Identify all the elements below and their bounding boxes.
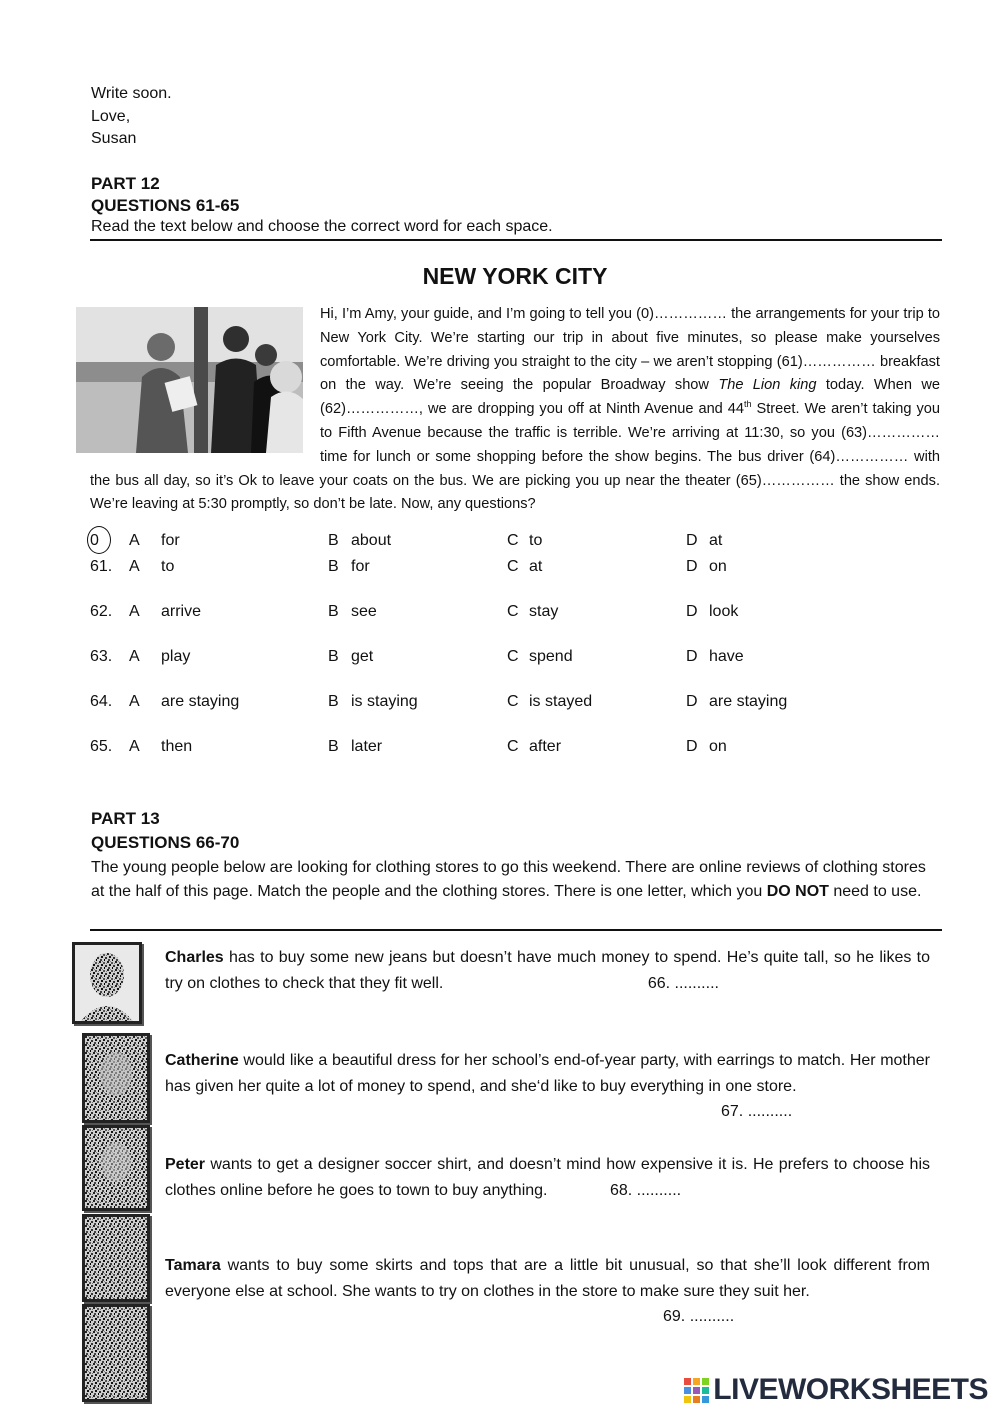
part12-heading: PART 12 [91,174,160,193]
instruction-emphasis: DO NOT [766,883,829,900]
example-circle [87,526,111,554]
option-letter: B [328,648,339,665]
option-letter: D [686,693,698,710]
tour-guide-photo [76,307,303,453]
passage-text [90,303,940,517]
option-letter: A [129,738,140,755]
option-d: on [709,738,727,755]
person-tamara [165,1253,930,1330]
option-letter: C [507,693,519,710]
option-a: play [161,648,191,665]
person-description: would like a beautiful dress for her school’s end-of-year party, with earrings to match. Her mother has given her quite a lot of money to spend, and she‘d like to buy everything in one store. [165,1052,930,1095]
option-a: arrive [161,603,202,620]
letter-line: Write soon. [91,85,172,102]
option-a: are staying [161,693,240,710]
part13-heading: PART 13 [91,809,160,828]
logo-square [693,1378,700,1385]
divider [90,239,942,241]
charles-avatar [72,942,142,1024]
person-description: wants to buy some skirts and tops that are a little bit unusual, so that she’ll look different from everyone else at school. She wants to try on clothes in the store to make sure they suit her. [165,1257,930,1300]
option-letter: B [328,558,339,575]
option-b: get [351,648,374,665]
passage-title: NEW YORK CITY [422,263,608,289]
person-name: Peter [165,1156,206,1173]
logo-square [693,1396,700,1403]
option-a: for [161,532,180,549]
option-d: are staying [709,693,788,710]
option-letter: C [507,603,519,620]
option-a: to [161,558,175,575]
part13-instruction [91,856,936,904]
logo-square [702,1387,709,1394]
option-b: later [351,738,383,755]
tamara-avatar [82,1214,150,1302]
logo-square [702,1396,709,1403]
instruction-text: The young people below are looking for clothing stores to go this weekend. There are online reviews of clothing stores at the half of this page. Match the people and the clothing stores. There is one letter, which you [91,859,926,900]
person-name: Catherine [165,1052,239,1069]
divider [90,929,942,931]
logo-grid-icon [684,1378,709,1403]
passage-part: Street. We aren’t taking you to Fifth Avenue because the traffic is terrible. We’re arriving at 11:30, so you (63)…………… time for lunch or some shopping before the show begins. The bus driver (64)…………… with the bus all day, so it’s Ok to leave your coats on the bus. We are picking you up near the theater (65)…………… the show ends. We’re leaving at 5:30 promptly, so don’t be late. Now, any questions? [90,401,940,513]
person-name: Tamara [165,1257,221,1274]
option-letter: D [686,532,698,549]
show-title: The Lion king [718,377,817,394]
option-c: stay [529,603,559,620]
letter-closing [91,83,172,151]
person-catherine [165,1048,930,1125]
ordinal-suffix: th [744,399,752,410]
liveworksheets-logo [684,1373,988,1407]
option-b: about [351,532,392,549]
logo-square [684,1378,691,1385]
passage-part: Hi, I’m Amy, your guide, and I’m going to tell you (0)…………… the arrangements for your trip to New York City. We’re starting our trip in about five minutes, so please make yourselves comfortable. We’re driving you straight to the city – we aren’t stopping (61)…………… breakfast on the way. We’re seeing the popular Broadway show [320,306,940,394]
answer-blank[interactable]: 69. .......... [663,1308,735,1325]
person-description: wants to get a designer soccer shirt, and doesn’t mind how expensive it is. He prefers to choose his clothes online before he goes to town to buy anything. [165,1156,930,1199]
option-letter: D [686,648,698,665]
question-number: 65. [90,738,113,755]
option-d: at [709,532,723,549]
option-c: spend [529,648,573,665]
option-letter: D [686,738,698,755]
option-letter: B [328,693,339,710]
option-letter: D [686,603,698,620]
part12-questions: QUESTIONS 61-65 [91,196,240,215]
logo-square [702,1378,709,1385]
answer-blank[interactable]: 66. .......... [647,974,719,992]
catherine-avatar [82,1033,150,1123]
person-name: Charles [165,949,224,966]
instruction-text: need to use. [828,883,922,900]
logo-square [684,1387,691,1394]
option-c: is stayed [529,693,593,710]
answer-blank[interactable]: 68. .......... [609,1181,682,1199]
letter-line: Love, [91,107,131,125]
question-number: 61. [90,558,113,575]
logo-text: LIVEWORKSHEETS [713,1373,988,1406]
question-number: 0 [90,532,99,549]
option-letter: B [328,532,339,549]
option-letter: C [507,738,519,755]
person-charles [165,945,930,996]
passage-part: today. When we (62)……………, we are dropping you off at Ninth Avenue and 44 [320,377,940,418]
option-b: see [351,603,377,620]
option-letter: D [686,558,698,575]
option-letter: C [507,648,519,665]
option-letter: C [507,532,519,549]
person-peter [165,1152,930,1203]
question-number: 64. [90,693,113,710]
option-d: on [709,558,727,575]
option-d: have [709,648,744,665]
option-a: then [161,738,193,755]
student-avatar [82,1304,150,1402]
option-b: for [351,558,370,575]
option-c: after [529,738,562,755]
peter-avatar [82,1125,150,1211]
part12-instruction: Read the text below and choose the correct word for each space. [91,218,553,235]
letter-signature: Susan [91,130,137,147]
question-number: 62. [90,603,113,620]
option-letter: A [129,603,140,620]
option-letter: B [328,603,339,620]
option-letter: A [129,648,140,665]
option-d: look [709,603,739,620]
option-c: at [529,558,543,575]
option-letter: A [129,693,140,710]
option-letter: A [129,558,140,575]
option-c: to [529,532,543,549]
option-b: is staying [351,693,418,710]
option-letter: C [507,558,519,575]
logo-square [693,1387,700,1394]
part13-questions: QUESTIONS 66-70 [91,833,240,852]
question-number: 63. [90,648,113,665]
person-description: has to buy some new jeans but doesn’t have much money to spend. He’s quite tall, so he likes to try on clothes to check that they fit well. [165,949,930,992]
option-letter: A [129,532,140,549]
logo-square [684,1396,691,1403]
answer-blank[interactable]: 67. .......... [721,1103,793,1120]
option-letter: B [328,738,339,755]
